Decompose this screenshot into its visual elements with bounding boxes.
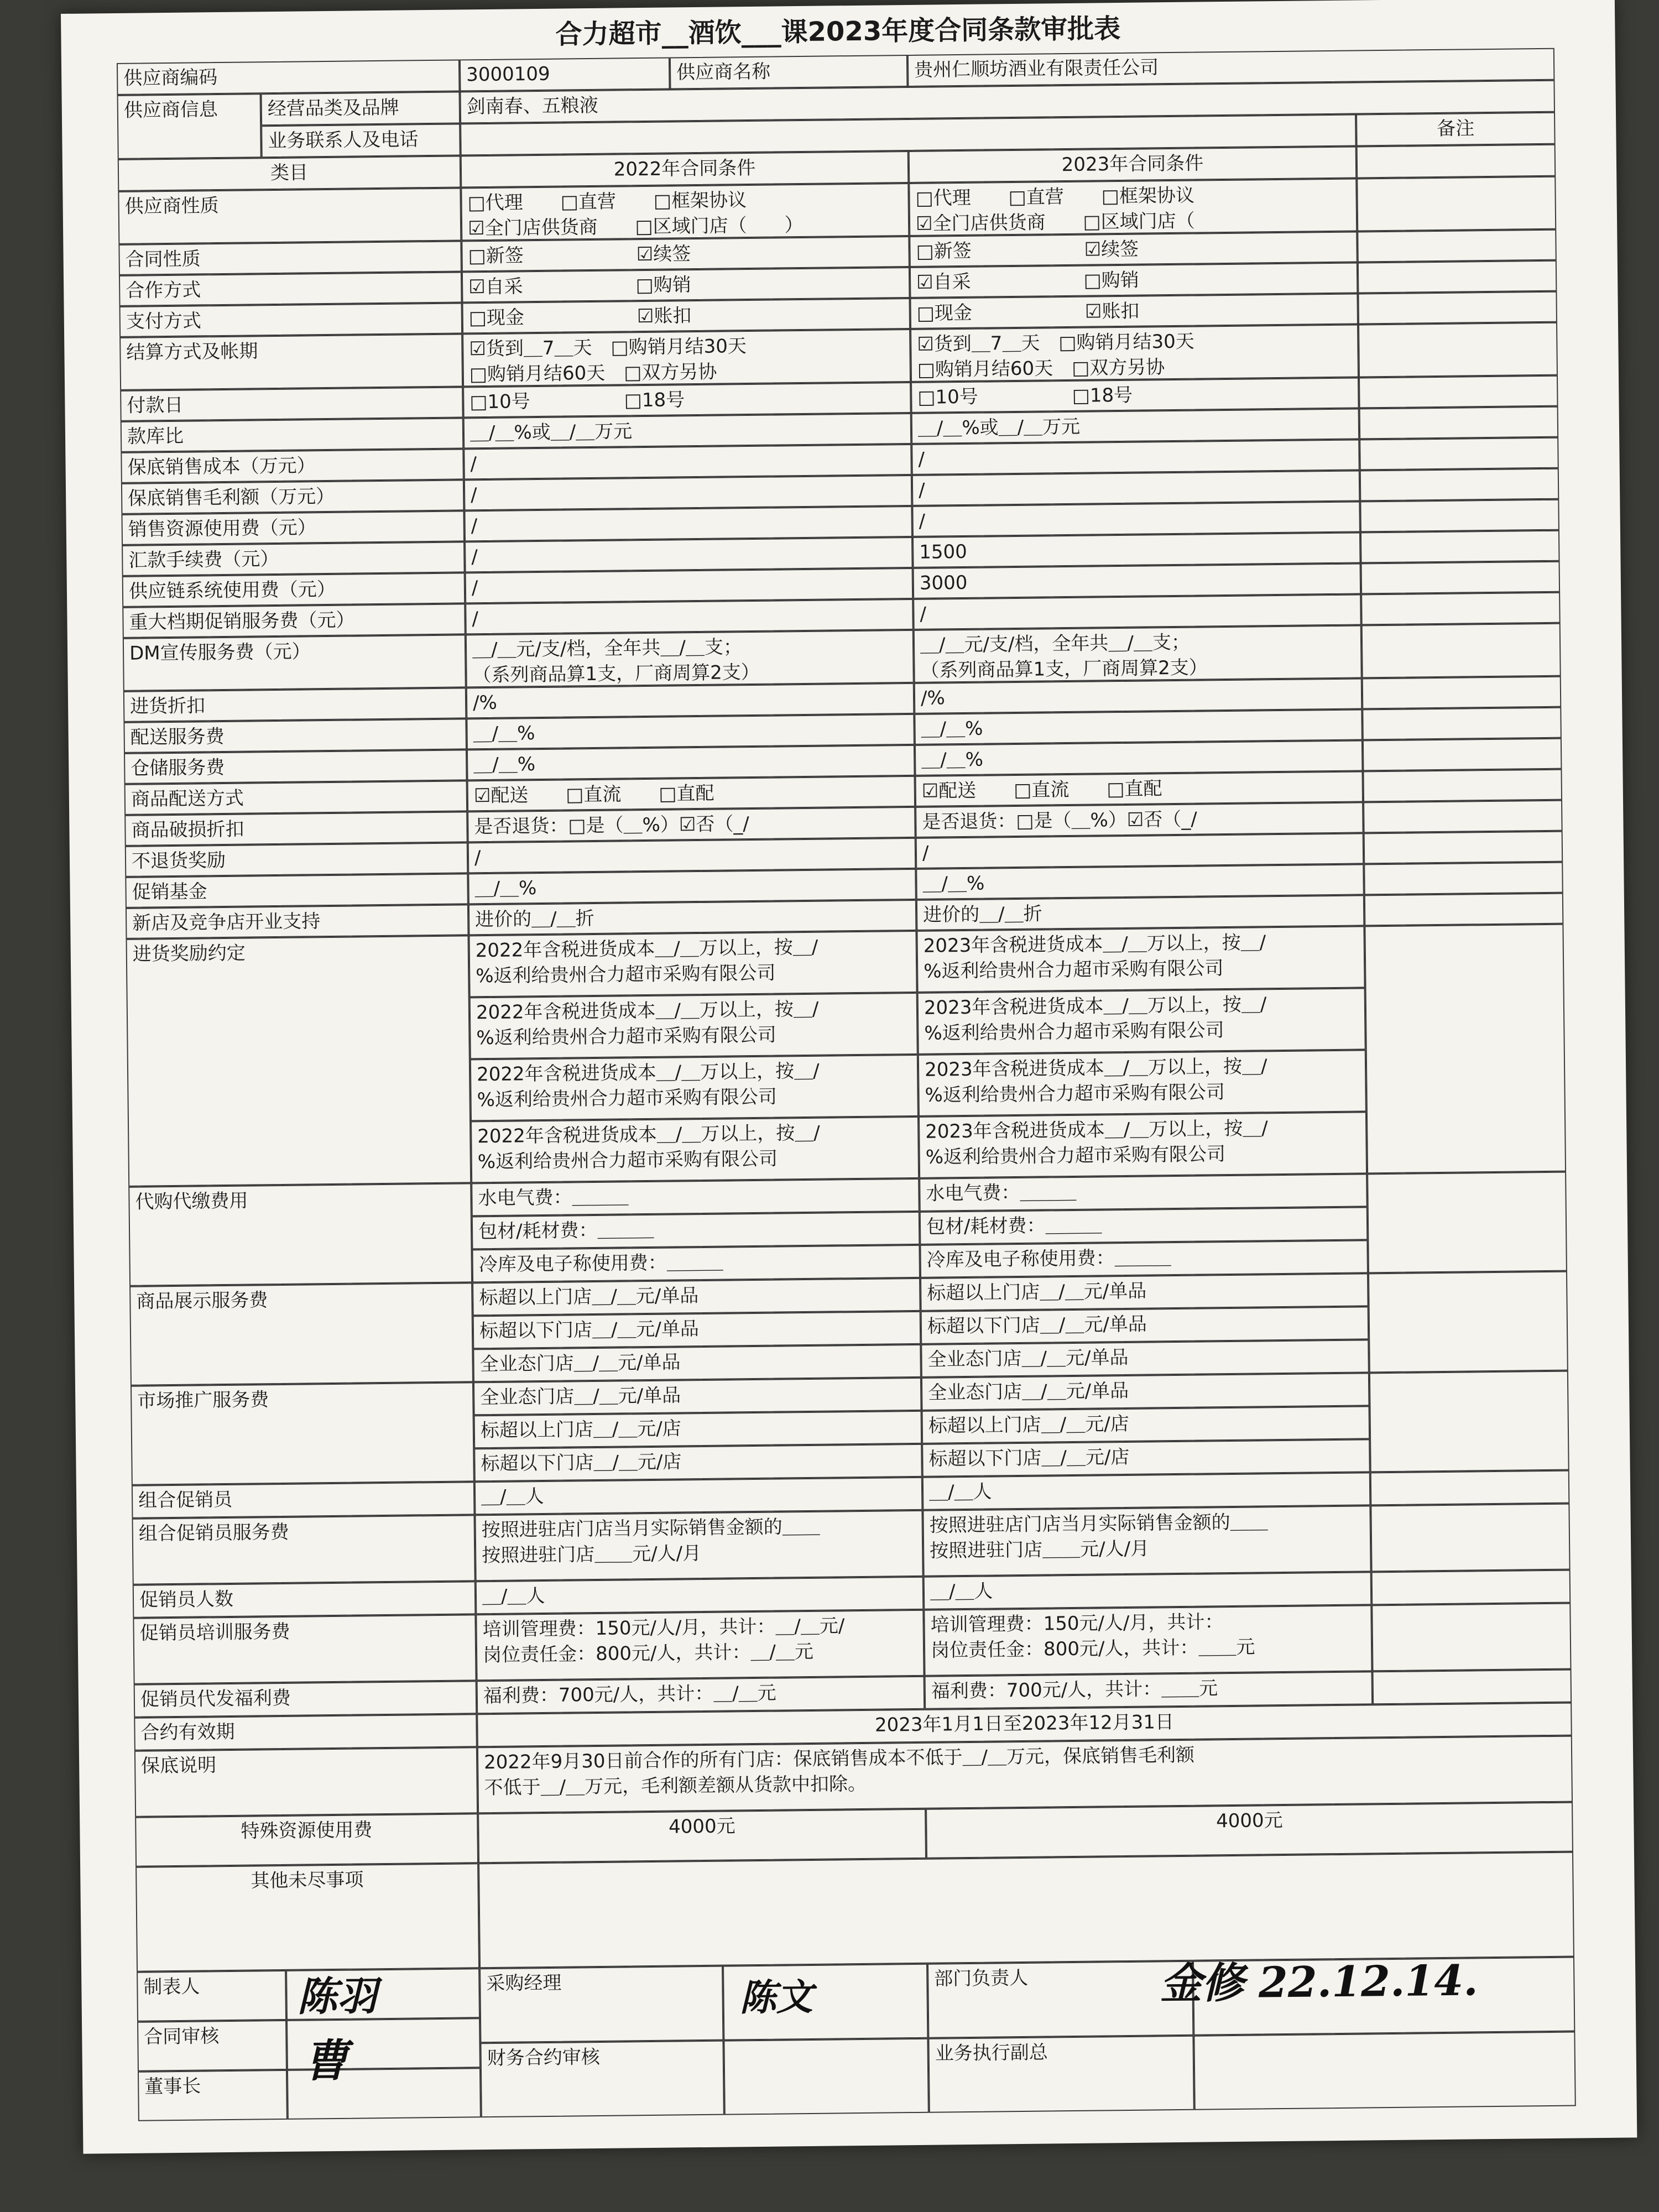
group-2023: 水电气费：＿＿＿: [919, 1173, 1368, 1211]
row-2023-line: ☑货到＿7＿天 □购销月结30天: [917, 330, 1195, 356]
row-2022-line: /: [471, 546, 478, 568]
rebate-2023-line: %返利给贵州合力超市采购有限公司: [925, 1081, 1225, 1107]
lower-2022: [474, 1477, 923, 1515]
row-2023: [910, 262, 1358, 298]
rebate-label: 进货奖励约定: [126, 935, 472, 1186]
supplier-code-label: 供应商编码: [117, 59, 460, 95]
maker-label: 制表人: [137, 1970, 286, 2022]
row-2023: [909, 231, 1358, 267]
row-remark: [1359, 437, 1559, 471]
row-label: 合同性质: [118, 241, 462, 275]
row-label: 重大档期促销服务费（元）: [122, 603, 466, 638]
form-title: 合力超市__酒饮___课2023年度合同条款审批表: [555, 13, 1121, 50]
row-2023-line: ＿/＿%: [921, 717, 983, 740]
rebate-2023-line: 2023年含税进货成本＿/＿万以上，按＿/: [923, 931, 1266, 957]
rebate-2022-line: %返利给贵州合力超市采购有限公司: [476, 962, 776, 988]
rebate-2022-line: %返利给贵州合力超市采购有限公司: [477, 1147, 778, 1173]
row-2022: [467, 807, 916, 842]
dept-label: 部门负责人: [927, 1961, 1193, 2038]
row-2023-line: （系列商品算1支，厂商周算2支）: [920, 656, 1208, 682]
row-label: 款库比: [121, 418, 464, 452]
row-2023-line: /%: [920, 687, 946, 709]
row-label: 销售资源使用费（元）: [121, 510, 465, 545]
row-2023: [910, 293, 1358, 328]
group-label: 商品展示服务费: [129, 1282, 473, 1385]
rebate-2023-line: 2023年含税进货成本＿/＿万以上，按＿/: [924, 993, 1267, 1019]
validity-value: 2023年1月1日至2023年12月31日: [477, 1703, 1572, 1747]
lower-2022: [476, 1577, 924, 1614]
row-2022-line: /: [472, 608, 479, 630]
lower-2022: [477, 1676, 925, 1714]
contract-approval-sheet: [61, 0, 1637, 2154]
row-2022-line: /: [471, 577, 478, 599]
row-2023-line: □代理 □直营 □框架协议: [915, 184, 1195, 210]
vp-label: 业务执行副总: [928, 2036, 1194, 2113]
row-2022: [464, 506, 912, 541]
row-2022-line: ＿/＿%或＿/＿万元: [469, 420, 633, 445]
lower-2022-line: 岗位责任金：800元/人，共计：＿/＿元: [482, 1640, 814, 1667]
rebate-2023-line: %返利给贵州合力超市采购有限公司: [925, 1142, 1226, 1168]
lower-2023-line: 按照进驻店门店当月实际销售金额的＿＿: [929, 1511, 1268, 1537]
row-2023-line: ＿/＿元/支/档，全年共＿/＿支；: [920, 631, 1191, 656]
row-2022-line: □现金 ☑账扣: [468, 305, 692, 330]
rebate-2022: [471, 1117, 919, 1183]
row-2023-line: ＿/＿%: [922, 872, 985, 895]
row-2022-line: （系列商品算1支，厂商周算2支）: [472, 661, 760, 687]
lower-2022-line: ＿/＿人: [481, 1485, 544, 1509]
group-2023: 全业态门店＿/＿元/单品: [921, 1373, 1370, 1410]
group-2023: 包材/耗材费：＿＿＿: [920, 1207, 1368, 1244]
row-2023: [914, 709, 1363, 744]
row-2022-line: /: [471, 515, 478, 538]
guarantee-value: [477, 1736, 1573, 1814]
group-remark: [1367, 1172, 1567, 1274]
row-2023: [911, 408, 1360, 444]
supplier-code-value: 3000109: [460, 57, 670, 91]
row-2022: [468, 900, 917, 935]
row-2022: [463, 382, 911, 418]
rebate-remark: [1364, 924, 1566, 1174]
group-2023: 标超以上门店＿/＿元/单品: [920, 1273, 1369, 1311]
special-label: 特殊资源使用费: [135, 1813, 478, 1866]
row-2023-line: 进价的＿/＿折: [922, 902, 1042, 926]
rebate-2023-line: %返利给贵州合力超市采购有限公司: [924, 957, 1224, 983]
group-2022: 标超以下门店＿/＿元/店: [474, 1444, 922, 1481]
row-2022-line: ☑全门店供货商 □区域门店（ ）: [467, 213, 804, 240]
group-2022: 标超以上门店＿/＿元/店: [474, 1411, 922, 1448]
special-2022: 4000元: [478, 1809, 926, 1863]
vp-sign: [1193, 2032, 1575, 2110]
row-remark: [1361, 561, 1561, 594]
supplier-info-label: 供应商信息: [117, 93, 262, 159]
lower-label: 促销员培训服务费: [133, 1614, 476, 1684]
row-2023: [910, 324, 1359, 382]
row-2022: [465, 568, 914, 603]
rebate-2022: [468, 931, 917, 997]
guarantee-value-line: 2022年9月30日前合作的所有门店：保底销售成本不低于＿/＿万元，保底销售毛利额: [483, 1744, 1195, 1774]
row-remark: [1359, 406, 1559, 440]
rebate-2023-line: 2023年含税进货成本＿/＿万以上，按＿/: [924, 1055, 1267, 1081]
row-label: 新店及竞争店开业支持: [126, 904, 469, 938]
lower-2023-line: 岗位责任金：800元/人，共计：＿＿元: [930, 1636, 1255, 1662]
row-remark: [1360, 468, 1559, 502]
rebate-2023-line: %返利给贵州合力超市采购有限公司: [924, 1019, 1224, 1045]
rebate-2023: [919, 1112, 1367, 1178]
row-remark: [1363, 738, 1562, 771]
row-remark: [1363, 800, 1563, 833]
row-2022-line: ＿/＿%: [473, 753, 536, 776]
group-remark: [1369, 1371, 1569, 1473]
remark-col: [1357, 144, 1556, 179]
lower-2023: [924, 1572, 1372, 1609]
row-remark: [1364, 893, 1564, 926]
row-2023: [913, 563, 1361, 598]
rebate-2023: [916, 926, 1365, 992]
group-2022: 标超以上门店＿/＿元/单品: [472, 1278, 921, 1316]
lower-remark: [1371, 1603, 1571, 1672]
row-remark: [1358, 322, 1558, 378]
row-2023: [912, 501, 1360, 536]
special-2023: 4000元: [926, 1802, 1573, 1859]
rebate-2022: [469, 993, 918, 1059]
row-2023: [912, 470, 1360, 505]
row-2023-line: /: [918, 479, 925, 502]
row-2022: [463, 444, 912, 479]
row-2023: [916, 895, 1365, 930]
group-label: 代购代缴费用: [128, 1183, 472, 1286]
row-label: 进货折扣: [123, 687, 467, 722]
row-2023-line: 3000: [919, 571, 968, 594]
row-2023: [911, 439, 1360, 474]
row-2023: [909, 178, 1357, 236]
row-2023-line: □10号 □18号: [917, 384, 1133, 409]
row-label: 供应链系统使用费（元）: [122, 572, 466, 607]
row-label: 配送服务费: [123, 718, 467, 753]
category-header: 类目: [118, 155, 461, 191]
row-2022: [465, 599, 914, 634]
row-2023-line: ☑全门店供货商 □区域门店（: [915, 210, 1195, 235]
row-label: 保底销售成本（万元）: [121, 448, 464, 483]
row-remark: [1362, 707, 1562, 740]
lower-2022-line: 按照进驻店门店当月实际销售金额的＿＿: [481, 1515, 820, 1542]
lower-2023-line: 福利费：700元/人，共计：＿＿元: [931, 1677, 1218, 1703]
rebate-2022-line: %返利给贵州合力超市采购有限公司: [477, 1086, 778, 1112]
row-label: 支付方式: [119, 302, 463, 337]
row-2022: [462, 298, 911, 333]
contact-label: 业务联系人及电话: [261, 123, 461, 158]
row-2022: [462, 329, 911, 387]
row-2023-line: /: [918, 448, 925, 471]
row-2022: [468, 838, 916, 873]
lower-2023: [925, 1671, 1373, 1709]
row-2023-line: ☑配送 □直流 □直配: [921, 778, 1162, 802]
purchase-label: 采购经理: [479, 1966, 723, 2043]
group-2023: 冷库及电子称使用费：＿＿＿: [920, 1240, 1368, 1277]
supplier-name-label: 供应商名称: [670, 55, 908, 89]
row-2023: [911, 377, 1359, 413]
row-label: 不退货奖励: [125, 842, 468, 877]
row-2022-line: □购销月结60天 □双方另协: [469, 361, 717, 386]
row-remark: [1360, 530, 1560, 564]
row-2023: [916, 833, 1364, 868]
lower-2023: [924, 1605, 1372, 1676]
lower-2023-line: ＿/＿人: [930, 1580, 993, 1603]
group-2022: 冷库及电子称使用费：＿＿＿: [472, 1245, 920, 1282]
finance-sign: [723, 2038, 928, 2115]
dept-signature: 金修 22.12.14.: [1159, 1955, 1478, 2008]
lower-2023: [922, 1472, 1371, 1510]
maker-signature: 陈羽: [297, 1972, 378, 2020]
row-2023-line: /: [922, 842, 929, 864]
row-2022-line: □新签 ☑续签: [468, 243, 691, 268]
row-2022: [466, 630, 914, 687]
rebate-2022-line: 2022年含税进货成本＿/＿万以上，按＿/: [477, 1121, 820, 1148]
brand-value: 剑南春、五粮液: [460, 80, 1555, 124]
validity-label: 合约有效期: [134, 1714, 477, 1750]
lower-remark: [1371, 1570, 1571, 1605]
row-2023: [914, 678, 1363, 713]
row-2022-line: /: [470, 484, 477, 507]
row-label: 仓储服务费: [124, 749, 467, 784]
row-2023-line: □现金 ☑账扣: [916, 300, 1140, 325]
row-remark: [1358, 260, 1557, 294]
finance-label: 财务合约审核: [480, 2041, 724, 2118]
lower-2022-line: ＿/＿人: [482, 1584, 545, 1608]
contract-signature: 曹: [303, 2034, 348, 2087]
row-2022-line: 进价的＿/＿折: [474, 907, 594, 931]
row-2023-line: □购销月结60天 □双方另协: [917, 356, 1165, 381]
contract-label: 合同审核: [137, 2020, 287, 2072]
row-2022-line: ＿/＿元/支/档，全年共＿/＿支；: [472, 636, 743, 661]
lower-remark: [1370, 1470, 1570, 1506]
lower-label: 促销员代发福利费: [134, 1681, 477, 1717]
row-2022: [468, 869, 916, 904]
rebate-2022-line: 2022年含税进货成本＿/＿万以上，按＿/: [476, 998, 819, 1024]
brand-label: 经营品类及品牌: [261, 91, 461, 126]
row-label: DM宣传服务费（元）: [123, 634, 466, 691]
group-2023: 全业态门店＿/＿元/单品: [921, 1339, 1369, 1377]
row-2022-line: ＿/＿%: [474, 877, 537, 900]
row-remark: [1359, 375, 1558, 409]
row-label: 付款日: [120, 387, 463, 421]
row-remark: [1357, 176, 1556, 232]
row-remark: [1357, 229, 1557, 263]
group-2022: 包材/耗材费：＿＿＿: [472, 1212, 920, 1249]
row-2022: [465, 537, 913, 572]
lower-2022: [474, 1510, 923, 1581]
group-2023: 标超以下门店＿/＿元/店: [922, 1439, 1370, 1477]
row-remark: [1364, 862, 1563, 895]
row-label: 促销基金: [125, 873, 468, 907]
row-2022: [466, 683, 915, 718]
row-remark: [1364, 831, 1563, 864]
lower-2023: [922, 1505, 1371, 1576]
row-label: 合作方式: [119, 272, 462, 306]
group-2022: 全业态门店＿/＿元/单品: [473, 1378, 922, 1415]
guarantee-value-line: 不低于＿/＿万元，毛利额差额从货款中扣除。: [484, 1772, 867, 1799]
row-2023-line: ☑自采 □购销: [916, 269, 1139, 294]
rebate-2022-line: 2022年含税进货成本＿/＿万以上，按＿/: [475, 936, 818, 962]
row-2023-line: /: [919, 510, 926, 533]
row-2022-line: □代理 □直营 □框架协议: [467, 189, 747, 215]
lower-2023-line: 按照进驻门店＿＿元/人/月: [929, 1537, 1150, 1562]
row-remark: [1358, 291, 1557, 325]
row-2023: [914, 625, 1362, 682]
header-2023: 2023年合同条件: [909, 146, 1357, 182]
row-label: 商品配送方式: [124, 780, 468, 815]
lower-remark: [1370, 1504, 1570, 1572]
row-2023-line: 是否退货：□是（＿%）☑否（_/: [922, 808, 1197, 833]
lower-2023-line: ＿/＿人: [928, 1480, 992, 1504]
row-2022-line: /: [474, 847, 481, 869]
header-2022: 2022年合同条件: [461, 151, 909, 187]
row-2022: [461, 183, 909, 241]
row-2023-line: /: [920, 603, 927, 625]
row-2023: [915, 740, 1363, 775]
row-2022: [466, 714, 915, 749]
remark-label: 备注: [1356, 112, 1556, 147]
row-2023: [915, 802, 1364, 837]
lower-2022: [476, 1610, 924, 1681]
rebate-2022-line: 2022年含税进货成本＿/＿万以上，按＿/: [476, 1060, 820, 1086]
row-2022: [463, 413, 912, 448]
supplier-name: 贵州仁顺坊酒业有限责任公司: [907, 48, 1555, 87]
row-2023: [913, 594, 1361, 629]
row-2022: [467, 776, 916, 811]
group-remark: [1368, 1271, 1568, 1373]
rebate-2023-line: 2023年含税进货成本＿/＿万以上，按＿/: [925, 1117, 1268, 1143]
lower-2022-line: 按照进驻门店＿＿元/人/月: [482, 1542, 702, 1567]
group-2022: 全业态门店＿/＿元/单品: [473, 1344, 921, 1382]
row-2022-line: /: [470, 453, 477, 476]
row-2023-line: ＿/＿%: [921, 748, 984, 771]
lower-label: 组合促销员: [132, 1481, 475, 1518]
row-label: 汇款手续费（元）: [122, 541, 465, 576]
row-label: 供应商性质: [118, 187, 461, 244]
group-2022: 水电气费：＿＿＿: [471, 1178, 920, 1216]
row-2022: [462, 267, 910, 302]
group-2022: 标超以下门店＿/＿元/单品: [473, 1311, 921, 1349]
group-label: 市场推广服务费: [131, 1382, 474, 1485]
lower-remark: [1373, 1670, 1572, 1705]
row-remark: [1362, 676, 1562, 709]
row-2023: [912, 532, 1361, 567]
lower-2023-line: 培训管理费：150元/人/月，共计：: [930, 1611, 1224, 1636]
row-label: 结算方式及帐期: [119, 333, 463, 390]
row-2022-line: ☑货到＿7＿天 □购销月结30天: [469, 335, 747, 361]
guarantee-label: 保底说明: [134, 1747, 478, 1817]
lower-label: 组合促销员服务费: [132, 1515, 475, 1584]
rebate-2022: [470, 1055, 919, 1121]
rebate-2022-line: %返利给贵州合力超市采购有限公司: [476, 1024, 776, 1050]
row-2022-line: 是否退货：□是（＿%）☑否（_/: [474, 813, 749, 838]
row-remark: [1361, 623, 1561, 679]
chair-label: 董事长: [138, 2070, 288, 2121]
lower-2022-line: 培训管理费：150元/人/月，共计：＿/＿元/: [482, 1615, 845, 1641]
row-2022-line: □10号 □18号: [469, 389, 685, 414]
group-2023: 标超以下门店＿/＿元/单品: [921, 1306, 1369, 1344]
row-remark: [1361, 592, 1561, 625]
row-2022-line: ☑自采 □购销: [468, 274, 692, 299]
row-2023: [915, 771, 1364, 806]
rebate-2023: [918, 1050, 1366, 1116]
others-label: 其他未尽事项: [135, 1863, 479, 1971]
row-2022: [464, 475, 912, 510]
row-2023: [916, 864, 1364, 899]
row-2023-line: 1500: [919, 540, 968, 564]
rebate-2023: [917, 988, 1366, 1054]
row-label: 保底销售毛利额（万元）: [121, 479, 465, 514]
row-remark: [1360, 499, 1559, 533]
row-2023-line: □新签 ☑续签: [916, 238, 1139, 263]
row-2022: [461, 236, 910, 272]
row-remark: [1363, 769, 1562, 802]
row-2022-line: ＿/＿%: [473, 722, 535, 745]
group-2023: 标超以上门店＿/＿元/店: [922, 1406, 1370, 1443]
lower-label: 促销员人数: [133, 1581, 476, 1618]
row-2022-line: ☑配送 □直流 □直配: [473, 782, 714, 807]
lower-2022-line: 福利费：700元/人，共计：＿/＿元: [483, 1682, 776, 1708]
row-2022-line: /%: [472, 691, 498, 714]
purchase-signature: 陈文: [739, 1975, 813, 2020]
row-2022: [467, 745, 915, 780]
row-2023-line: ＿/＿%或＿/＿万元: [917, 415, 1081, 440]
row-label: 商品破损折扣: [124, 811, 468, 846]
